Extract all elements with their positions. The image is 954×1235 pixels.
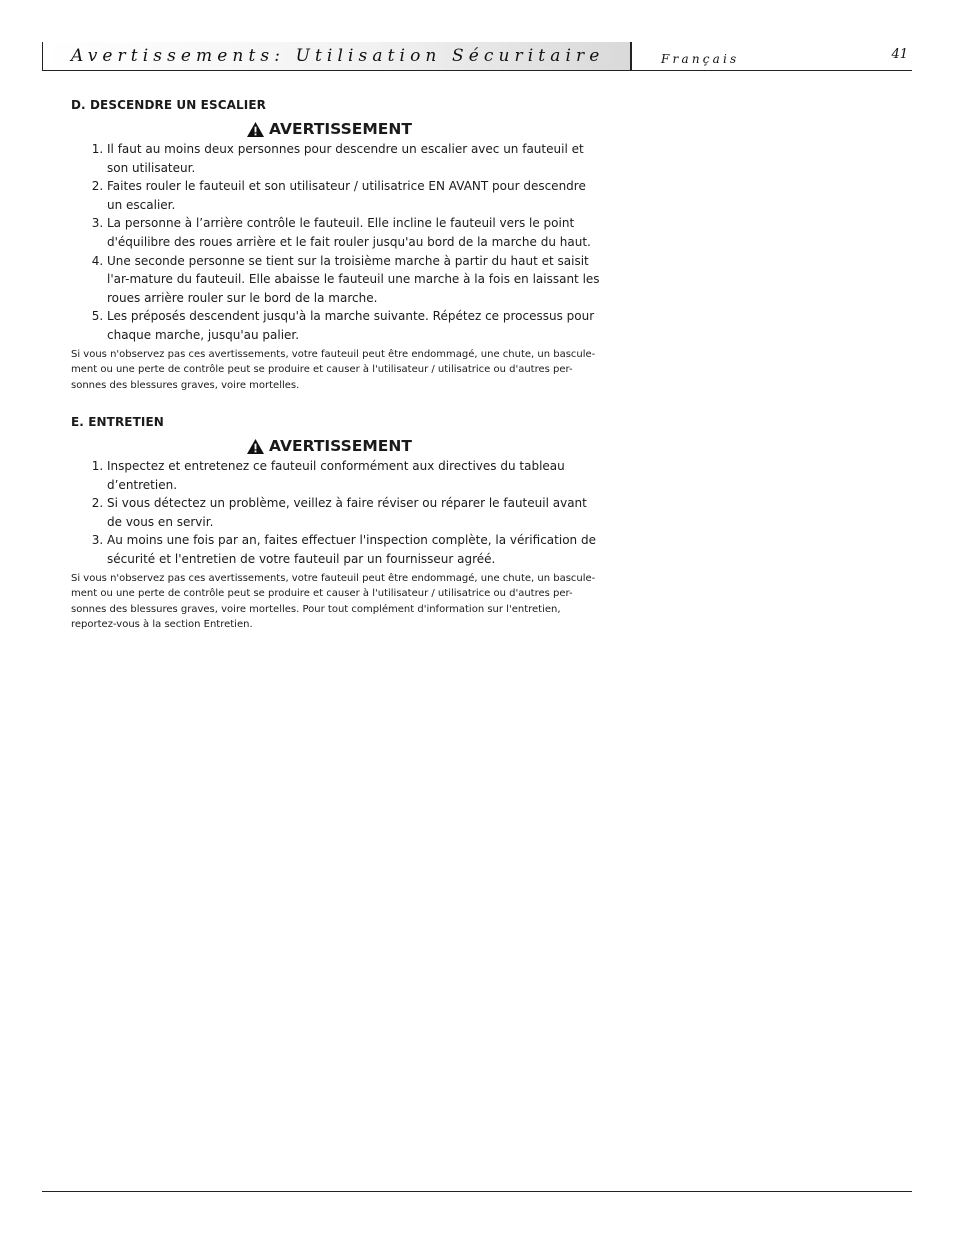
footer-rule xyxy=(42,1191,912,1192)
warning-triangle-icon xyxy=(246,121,265,138)
header-rule xyxy=(42,70,912,71)
step-list xyxy=(71,457,601,569)
page-header xyxy=(42,42,912,70)
warning-label: AVERTISSEMENT xyxy=(269,437,412,455)
list-item: 5. Les préposés descendent jusqu'à la marche suivante. Répétez ce processus pour chaque marche, jusqu'au palier. xyxy=(107,307,601,344)
section-maintenance xyxy=(71,415,601,633)
list-item: 3. Au moins une fois par an, faites effectuer l'inspection complète, la vérification de sécurité et l'entretien de votre fauteuil par un fournisseur agréé. xyxy=(107,531,601,568)
header-language: Français xyxy=(661,52,740,66)
list-item: 4. Une seconde personne se tient sur la troisième marche à partir du haut et saisit l'ar-mature du fauteuil. Elle abaisse le fauteuil une marche à la fois en laissant les roues arrière rouler sur le bord de la marche. xyxy=(107,252,601,308)
warning-triangle-icon xyxy=(246,438,265,455)
section-descend-stairs xyxy=(71,98,601,393)
list-item: 1. Inspectez et entretenez ce fauteuil conformément aux directives du tableau d’entretien. xyxy=(107,457,601,494)
section-heading: E. ENTRETIEN xyxy=(71,415,164,429)
list-item: 3. La personne à l’arrière contrôle le fauteuil. Elle incline le fauteuil vers le point d'équilibre des roues arrière et le fait rouler jusqu'au bord de la marche du haut. xyxy=(107,214,601,251)
header-title-band xyxy=(42,42,631,70)
warning-banner xyxy=(71,437,587,455)
warning-note: Si vous n'observez pas ces avertissements, votre fauteuil peut être endommagé, une chute, un bascule-ment ou une perte de contrôle peut se produire et causer à l'utilisateur / utilisatrice ou d'autres per-sonnes des blessures graves, voire mortelles. Pour tout complément d'information sur l'entretien, reportez-vous à la section Entretien. xyxy=(71,572,596,631)
step-list xyxy=(71,140,601,345)
page-number: 41 xyxy=(891,47,908,62)
warning-label: AVERTISSEMENT xyxy=(269,120,412,138)
warning-note: Si vous n'observez pas ces avertissements, votre fauteuil peut être endommagé, une chute, un bascule-ment ou une perte de contrôle peut se produire et causer à l'utilisateur / utilisatrice ou d'autres per-sonnes des blessures graves, voire mortelles. xyxy=(71,348,596,391)
section-heading: D. DESCENDRE UN ESCALIER xyxy=(71,98,266,112)
header-title: Avertissements: Utilisation Sécuritaire xyxy=(71,46,605,66)
warning-banner xyxy=(71,120,587,138)
list-item: 2. Faites rouler le fauteuil et son utilisateur / utilisatrice EN AVANT pour descendre un escalier. xyxy=(107,177,601,214)
header-divider xyxy=(630,42,632,70)
list-item: 1. Il faut au moins deux personnes pour descendre un escalier avec un fauteuil et son utilisateur. xyxy=(107,140,601,177)
list-item: 2. Si vous détectez un problème, veillez à faire réviser ou réparer le fauteuil avant de vous en servir. xyxy=(107,494,601,531)
